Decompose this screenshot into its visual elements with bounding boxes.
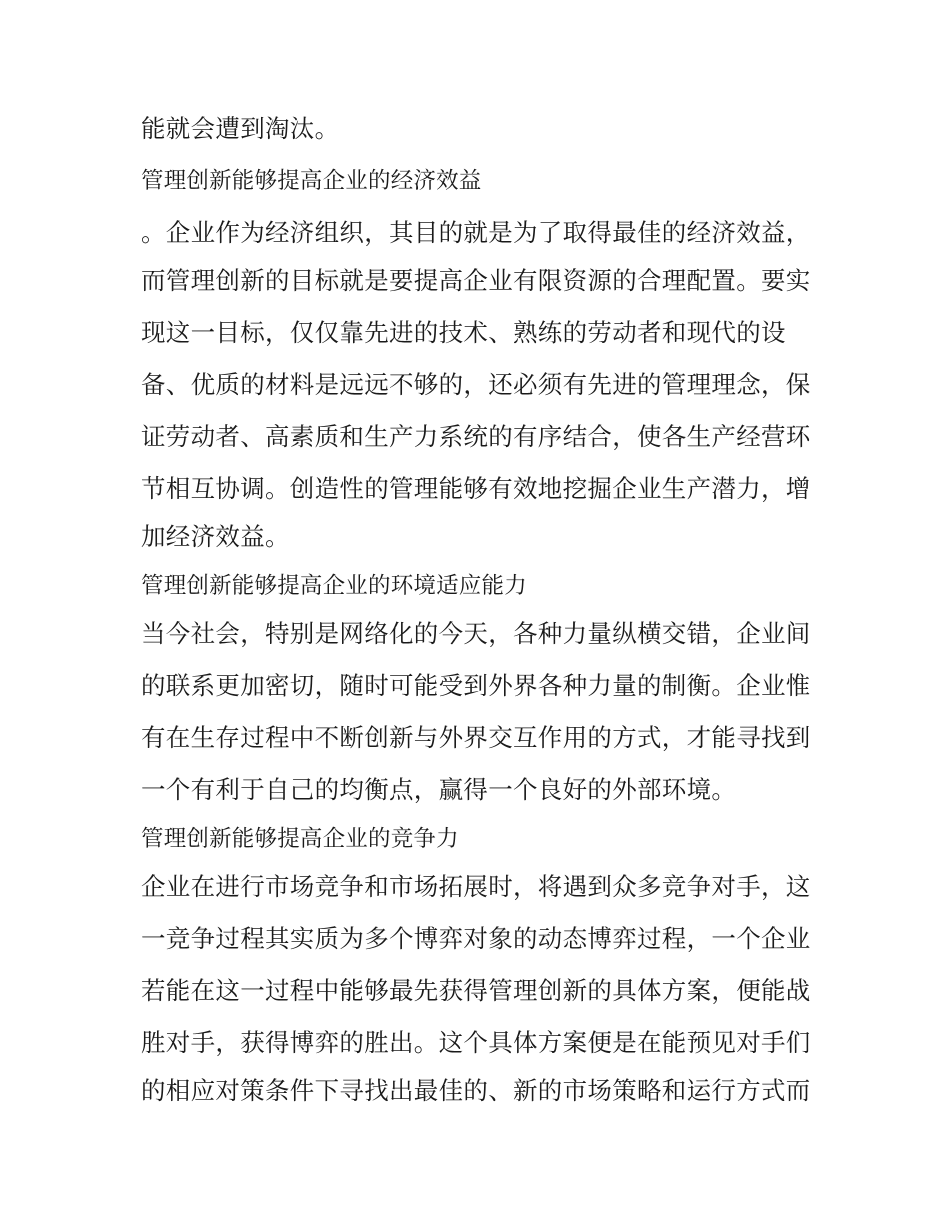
text-line: 节相互协调。创造性的管理能够有效地挖掘企业生产潜力，增: [141, 474, 811, 503]
text-line: 当今社会，特别是网络化的今天，各种力量纵横交错，企业间: [141, 619, 811, 648]
text-line: 的联系更加密切，随时可能受到外界各种力量的制衡。企业惟: [141, 671, 811, 700]
section-heading: 管理创新能够提高企业的竞争力: [141, 826, 459, 852]
text-line: 而管理创新的目标就是要提高企业有限资源的合理配置。要实: [141, 266, 811, 295]
text-line: 一竞争过程其实质为多个博弈对象的动态博弈过程，一个企业: [141, 924, 811, 953]
text-line: 胜对手，获得博弈的胜出。这个具体方案便是在能预见对手们: [141, 1028, 811, 1057]
text-line: 备、优质的材料是远远不够的，还必须有先进的管理理念，保: [141, 370, 811, 399]
text-line: 证劳动者、高素质和生产力系统的有序结合，使各生产经营环: [141, 422, 811, 451]
text-line: 的相应对策条件下寻找出最佳的、新的市场策略和运行方式而: [141, 1076, 811, 1105]
section-heading: 管理创新能够提高企业的经济效益: [141, 168, 482, 194]
text-line: 加经济效益。: [141, 522, 290, 551]
text-line: 能就会遭到淘汰。: [141, 114, 340, 143]
text-line: 企业在进行市场竞争和市场拓展时，将遇到众多竞争对手，这: [141, 872, 811, 901]
text-line: 若能在这一过程中能够最先获得管理创新的具体方案，便能战: [141, 976, 811, 1005]
text-line: 一个有利于自己的均衡点，赢得一个良好的外部环境。: [141, 775, 737, 804]
text-line: 。企业作为经济组织，其目的就是为了取得最佳的经济效益，: [141, 218, 811, 247]
text-line: 有在生存过程中不断创新与外界交互作用的方式，才能寻找到: [141, 723, 811, 752]
section-heading: 管理创新能够提高企业的环境适应能力: [141, 573, 527, 599]
text-line: 现这一目标，仅仅靠先进的技术、熟练的劳动者和现代的设: [141, 318, 786, 347]
